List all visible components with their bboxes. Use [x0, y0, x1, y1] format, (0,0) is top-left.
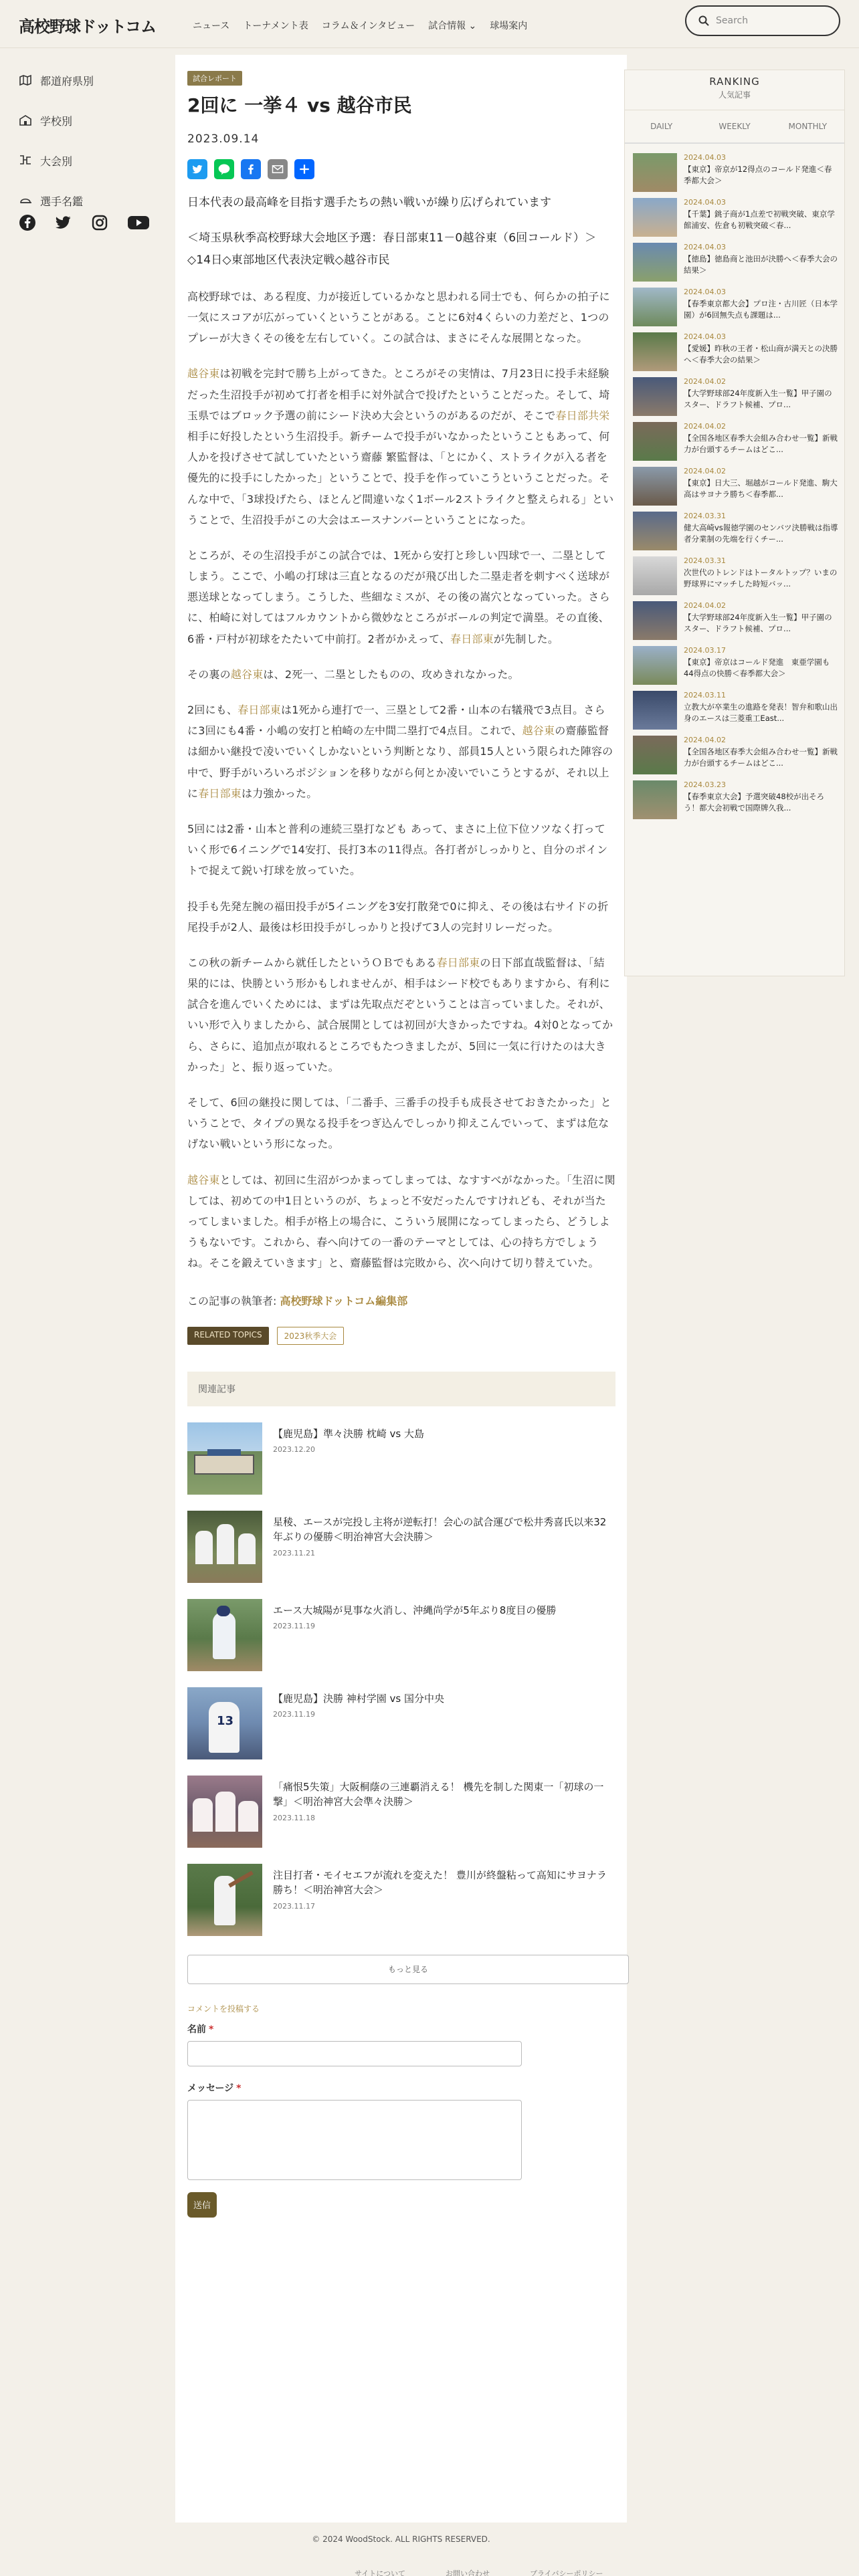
facebook-icon [245, 163, 257, 175]
ranking-item[interactable]: 2024.04.03 【千葉】銚子商が1点差で初戦突破、東京学館浦安、佐倉も初戦突破＜春... [633, 194, 839, 239]
ranking-item[interactable]: 2024.03.31 次世代のトレンドはトータルトップ？いまの野球界にマッチした時短バッ... [633, 552, 839, 597]
twitter-icon [191, 163, 203, 175]
name-label: 名前 * [187, 2024, 214, 2035]
sidebar-item-label: 選手名鑑 [40, 195, 84, 208]
paragraph: 5回には2番・山本と普利の連続三塁打なども あって、まさに上位下位ソツなく打っていく形で6イニングで14安打、長打3本の11得点。各打者がしっかりと、自分のポイントで捉えて鋭い打球を放っていた。 [187, 822, 608, 877]
youtube-icon[interactable] [127, 214, 150, 231]
topic-tag[interactable]: 2023秋季大会 [277, 1327, 345, 1345]
thumbnail [633, 691, 677, 730]
sidebar-item-label: 学校別 [40, 114, 73, 128]
paragraph: 越谷東としては、初回に生沼がつかまってしまっては、なすすべがなかった。「生沼に関しては、初めての中1日というのが、ちょっと不安だったんですけれども、それが当たってしまいました。相手が格上の場合に、こういう展開になってしまったら、どうしようもないです。これから、春へ向けての一番のテーマとしては、心の持ち方でしょうね。そこを鍛えていきます」と、齋藤監督は完敗から、次へ向けて切り替えていた。 [187, 1173, 615, 1270]
left-sidebar [19, 60, 166, 221]
category-badge[interactable]: 試合レポート [187, 71, 242, 86]
school-link[interactable]: 越谷東 [187, 1173, 220, 1186]
share-buttons [187, 159, 615, 179]
facebook-share-button[interactable] [241, 159, 261, 179]
thumbnail [187, 1511, 262, 1583]
nav-stadium[interactable]: 球場案内 [490, 21, 528, 31]
sidebar-item-prefecture[interactable] [19, 60, 166, 100]
share-button[interactable] [294, 159, 314, 179]
sidebar-item-tournament[interactable] [19, 140, 166, 181]
submit-button[interactable]: 送信 [187, 2192, 217, 2218]
site-logo[interactable]: 高校野球ドットコム [19, 17, 157, 36]
line-icon [217, 163, 231, 176]
related-title: 【鹿児島】決勝 神村学園 vs 国分中央 [273, 1692, 444, 1705]
twitter-share-button[interactable] [187, 159, 207, 179]
related-date: 2023.11.21 [273, 1548, 315, 1558]
tab-weekly[interactable]: WEEKLY [719, 122, 751, 131]
paragraph: 高校野球では、ある程度、力が接近しているかなと思われる同士でも、何らかの拍子に一気にスコアが広がっていくということがある。ことに6対4くらいの力差だと、1つのプレーが大きくその後を左右していく。この試合は、まさにそんな展開となった。 [187, 290, 610, 345]
ranking-item[interactable]: 2024.03.11 立教大が卒業生の進路を発表！智弁和歌山出身のエースは三菱重工East... [633, 687, 839, 732]
comment-form-title: コメントを投稿する [187, 2004, 260, 2014]
author-link[interactable]: 高校野球ドットコム編集部 [280, 1294, 408, 1307]
related-title: エース大城陽が見事な火消し、沖縄尚学が5年ぶり8度目の優勝 [273, 1604, 557, 1616]
thumbnail [633, 780, 677, 819]
twitter-icon[interactable] [55, 214, 72, 231]
ranking-item[interactable]: 2024.04.02 【大学野球部24年度新入生一覧】甲子園のスター、ドラフト候補、プロ... [633, 373, 839, 418]
thumbnail [633, 243, 677, 282]
article-lead: 日本代表の最高峰を目指す選手たちの熱い戦いが繰り広げられています [187, 196, 551, 210]
school-link[interactable]: 越谷東 [522, 724, 555, 738]
site-header [0, 0, 859, 48]
article-date: 2023.09.14 [187, 132, 260, 146]
instagram-icon[interactable] [91, 214, 108, 231]
ranking-item[interactable]: 2024.04.03 【東京】帝京が12得点のコールド発進＜春季都大会＞ [633, 149, 839, 194]
school-link[interactable]: 春日部東 [237, 704, 281, 717]
school-link[interactable]: 春日部東 [436, 956, 480, 969]
paragraph: この秋の新チームから就任したというＯＢでもある春日部東の日下部直哉監督は、「結果的には、快勝という形かもしれませんが、相手はシード校でもありますから、有利に試合を進んでいくためには、まずは先取点だぞということは言っていました。それが、いい形で入りましたから、試合展開としては初回が大きかったですね。4対0となってから、さらに、追加点が取れるところでもたつきましたが、5回に一気に行けたのは大きかった」と、振り返っていた。 [187, 956, 613, 1073]
list-item[interactable] [187, 1599, 615, 1671]
related-date: 2023.11.18 [273, 1813, 315, 1822]
page-title: 2回に 一挙４ vs 越谷市民 [187, 94, 412, 116]
ranking-item[interactable]: 2024.04.02 【大学野球部24年度新入生一覧】甲子園のスター、ドラフト候補、プロ... [633, 597, 839, 642]
ranking-item[interactable]: 2024.04.03 【春季東京都大会】プロ注・古川匠（日本学園）が6回無失点も課題は... [633, 284, 839, 328]
top-nav [193, 19, 527, 32]
search-icon [698, 15, 709, 26]
nav-news[interactable]: ニュース [193, 21, 230, 31]
ranking-header [625, 70, 844, 110]
tab-daily[interactable]: DAILY [650, 122, 673, 131]
ranking-item[interactable]: 2024.03.23 【春季東京大会】予選突破48校が出そろう！都大会初戦で国際牌久我... [633, 776, 839, 821]
ranking-item[interactable]: 2024.04.02 【全国各地区春季大会組み合わせ一覧】新戦力が台頭するチームはどこ... [633, 732, 839, 776]
thumbnail [187, 1422, 262, 1495]
paragraph: 越谷東は初戦を完封で勝ち上がってきた。ところがその実情は、7月23日に投手未経験だった生沼投手が初めて打者を相手に対外試合で投げたということだった。そして、埼玉県ではブロック予選の前にシード決め大会というのがあるのだが、そこで春日部共栄相手に好投したという生沼投手。新チームで投手がいなかったということもあって、何人かを投げさせて試していたという齋藤 繁監督は、「とにかく、ストライクが入る者を優先的に投手にしたかった」ということで、投手を作っていこうということだった。そんな中で、「3球投げたら、ほとんど間違いなく1ボール2ストライクと整えられる」ということで、生沼投手がこの大会はエースナンバーということになった。 [187, 367, 614, 526]
footer-link[interactable]: お問い合わせ [446, 2569, 490, 2576]
nav-column[interactable]: コラム＆インタビュー [321, 21, 415, 31]
facebook-icon[interactable] [19, 214, 36, 231]
map-icon [19, 74, 32, 87]
school-link[interactable]: 春日部東 [198, 786, 242, 800]
ranking-item[interactable]: 2024.04.02 【全国各地区春季大会組み合わせ一覧】新戦力が台頭するチームはどこ... [633, 418, 839, 463]
bracket-icon [19, 154, 32, 167]
footer-link[interactable]: プライバシーポリシー [530, 2569, 603, 2576]
school-icon [19, 114, 32, 127]
email-share-button[interactable] [268, 159, 288, 179]
email-icon [272, 163, 284, 175]
social-links [19, 214, 150, 231]
thumbnail [633, 288, 677, 326]
ranking-tabs [625, 110, 844, 144]
related-topics [187, 1327, 615, 1345]
school-link[interactable]: 越谷東 [230, 667, 264, 681]
search-input[interactable] [716, 15, 823, 26]
related-title: 星稜、エースが完投し主将が逆転打！会心の試合運びで松井秀喜氏以来32年ぶりの優勝＜明治神宮大会決勝＞ [273, 1515, 607, 1543]
related-title: 「痛恨5失策」大阪桐蔭の三連覇消える！ 機先を制した関東一「初球の一撃」＜明治神宮大会準々決勝＞ [273, 1780, 604, 1808]
ranking-item[interactable]: 2024.04.02 【東京】日大三、堀越がコールド発進、駒大高はサヨナラ勝ち＜春季都... [633, 463, 839, 508]
message-field[interactable] [187, 2100, 522, 2180]
thumbnail [633, 153, 677, 192]
more-button[interactable]: もっと見る [187, 1955, 629, 1984]
related-heading: 関連記事 [187, 1372, 615, 1406]
thumbnail [633, 736, 677, 774]
ranking-item[interactable]: 2024.03.31 健大高崎vs報徳学園のセンバツ決勝戦は指導者分業制の先端を行くチー... [633, 508, 839, 552]
related-topics-label: RELATED TOPICS [187, 1327, 269, 1345]
nav-game-info[interactable]: 試合情報 ⌄ [428, 21, 477, 31]
footer-nav [355, 2568, 603, 2576]
ranking-item[interactable]: 2024.04.03 【徳島】徳島商と池田が決勝へ＜春季大会の結果＞ [633, 239, 839, 284]
name-field[interactable] [187, 2041, 522, 2066]
message-label: メッセージ * [187, 2082, 242, 2094]
thumbnail [633, 556, 677, 595]
thumbnail [187, 1864, 262, 1936]
paragraph: その裏の越谷東は、2死一、二塁としたものの、攻めきれなかった。 [187, 667, 519, 681]
thumbnail [633, 198, 677, 237]
list-item[interactable] [187, 1687, 615, 1759]
school-link[interactable]: 春日部共栄 [555, 409, 610, 422]
paragraph: 2回にも、春日部東は1死から連打で一、三塁として2番・山本の右犠飛で3点目。さらに3回にも4番・小嶋の安打と柏崎の左中間二塁打で4点目。これで、越谷東の齋藤監督は細かい継投で凌いでいくしかないという判断となり、部員15人という限られた陣容の中で、野手がいろいろポジションを移りながら何とか凌いでいこうとするが、それ以上に春日部東は力強かった。 [187, 704, 613, 800]
paragraph: 投手も先発左腕の福田投手が5イニングを3安打散発で0に抑え、その後は右サイドの折尾投手が2人、最後は杉田投手がしっかりと投げて3人の完封リレーだった。 [187, 899, 609, 934]
school-link[interactable]: 春日部東 [450, 632, 494, 645]
paragraph: ところが、その生沼投手がこの試合では、1死から安打と珍しい四球で一、二塁としてしまう。ここで、小嶋の打球は三直となるのだが飛び出した二塁走者を刺すべく送球が悪送球となってしまう。こうした、些細なミスが、その後の嵩穴となっていった。さらに、柏崎に対してはフルカウントから微妙なところがボールの判定で満塁。その直後、6番・戸村が初球をたたいて中前打。2者がかえって、春日部東が先制した。 [187, 548, 610, 645]
list-item[interactable] [187, 1864, 615, 1936]
list-item[interactable] [187, 1511, 615, 1583]
thumbnail [633, 601, 677, 640]
cap-icon [19, 194, 32, 207]
ranking-subtitle: 人気記事 [718, 90, 751, 100]
related-title: 【鹿児島】準々決勝 枕崎 vs 大島 [273, 1427, 424, 1440]
article [187, 71, 615, 2218]
footer-copyright: © 2024 WoodStock. ALL RIGHTS RESERVED. [312, 2535, 490, 2544]
ranking-list [625, 144, 844, 821]
thumbnail: 13 [187, 1687, 262, 1759]
thumbnail [633, 377, 677, 416]
thumbnail [633, 646, 677, 685]
ranking-item[interactable]: 2024.03.17 【東京】帝京はコールド発進 東亜学園も44得点の快勝＜春季都大会＞ [633, 642, 839, 687]
related-title: 注目打者・モイセエフが流れを変えた！ 豊川が終盤粘って高知にサヨナラ勝ち！＜明治神宮大会＞ [273, 1868, 607, 1897]
sidebar-item-label: 都道府県別 [40, 74, 94, 88]
thumbnail [187, 1776, 262, 1848]
ranking-item[interactable]: 2024.04.03 【愛媛】昨秋の王者・松山商が満天との決勝へ＜春季大会の結果＞ [633, 328, 839, 373]
list-item[interactable] [187, 1422, 615, 1495]
sidebar-item-school[interactable] [19, 100, 166, 140]
report-header: ＜埼玉県秋季高校野球大会地区予選：春日部東11－0越谷東（6回コールド）＞◇14日◇東部地区代表決定戦◇越谷市民 [187, 231, 597, 267]
ranking-title: RANKING [709, 76, 760, 88]
sidebar-item-label: 大会別 [40, 154, 73, 168]
paragraph: そして、6回の継投に関しては、「二番手、三番手の投手も成長させておきたかった」ということで、タイプの異なる投手をつぎ込んでしっかり抑えこんでいって、まずは危なげない戦いという形になった。 [187, 1096, 611, 1151]
nav-tournament[interactable]: トーナメント表 [243, 21, 308, 31]
thumbnail [187, 1599, 262, 1671]
search-box[interactable] [685, 5, 840, 36]
related-date: 2023.11.17 [273, 1901, 315, 1911]
author-line: この記事の執筆者: 高校野球ドットコム編集部 [187, 1294, 408, 1307]
thumbnail [633, 467, 677, 506]
list-item[interactable] [187, 1776, 615, 1848]
related-date: 2023.11.19 [273, 1622, 315, 1631]
plus-icon [298, 163, 310, 175]
tab-monthly[interactable]: MONTHLY [788, 122, 828, 131]
related-date: 2023.11.19 [273, 1710, 315, 1719]
line-share-button[interactable] [214, 159, 234, 179]
related-date: 2023.12.20 [273, 1445, 315, 1455]
ranking-panel [624, 70, 845, 976]
school-link[interactable]: 越谷東 [187, 367, 220, 381]
footer-link[interactable]: サイトについて [355, 2569, 406, 2576]
thumbnail [633, 512, 677, 550]
thumbnail [633, 332, 677, 371]
article-container [175, 55, 627, 2523]
thumbnail [633, 422, 677, 461]
